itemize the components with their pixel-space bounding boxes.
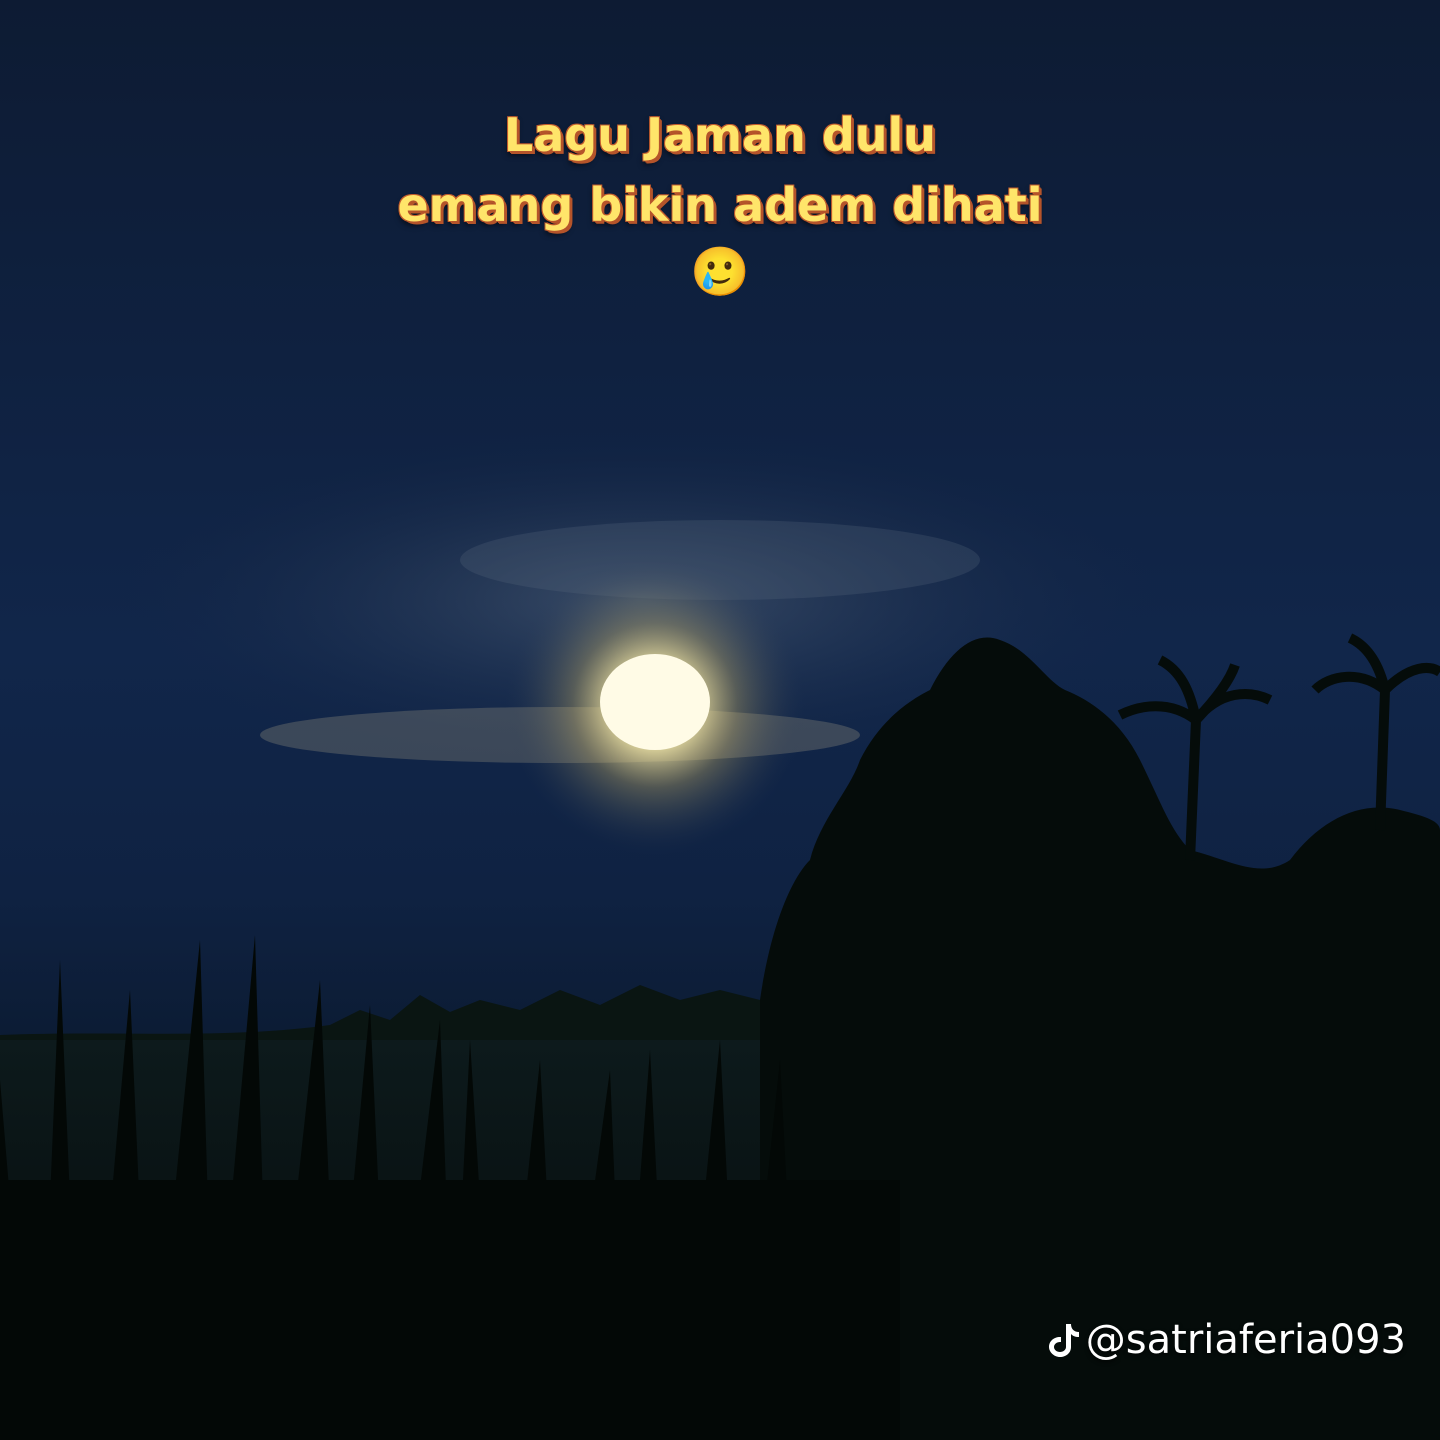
caption-overlay <box>0 100 1440 304</box>
tiktok-watermark <box>1046 1312 1406 1368</box>
tiktok-icon <box>1046 1320 1080 1360</box>
palm-tree <box>1315 638 1440 830</box>
caption-line-2: emang bikin adem dihati <box>397 178 1043 232</box>
moon <box>600 654 710 750</box>
watermark-handle: @satriaferia093 <box>1085 1317 1406 1363</box>
caption-line-1: Lagu Jaman dulu <box>503 108 937 162</box>
caption-emoji: 🥲 <box>690 244 750 300</box>
